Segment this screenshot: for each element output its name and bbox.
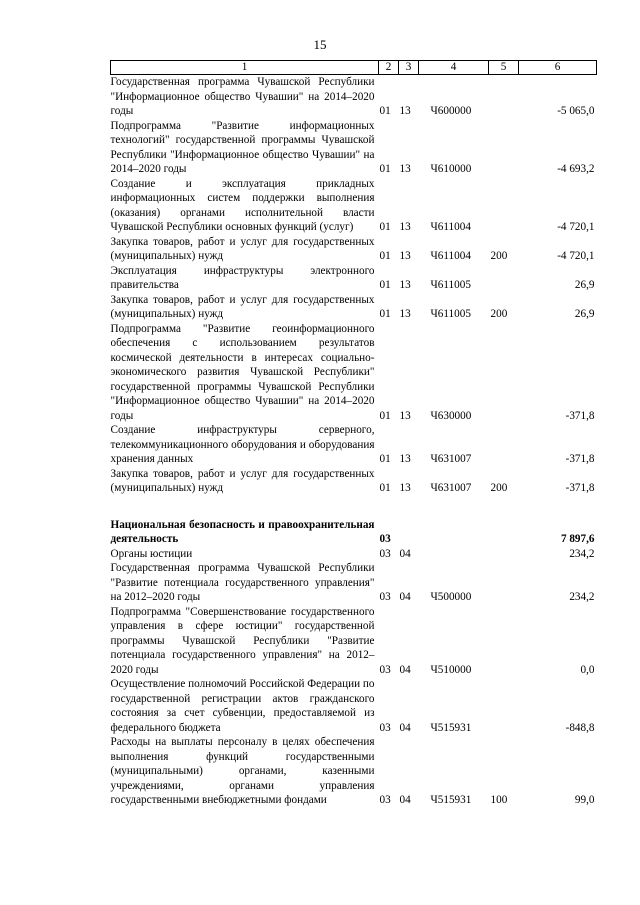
amount: -5 065,0 — [557, 105, 595, 117]
amount: -4 720,1 — [557, 250, 595, 262]
section-code: 01 — [379, 279, 391, 291]
expense-type-code: 200 — [490, 250, 508, 262]
amount: 234,2 — [569, 591, 595, 603]
amount: 0,0 — [580, 663, 595, 676]
item-name: Осуществление полномочий Российской Федерации по государственной регистрации актов гражданского состояния за счет субвенции, предоставляемой из федерального бюджета — [110, 678, 375, 734]
table-row — [111, 264, 597, 293]
amount: 99,0 — [574, 794, 595, 806]
target-article-code: Ч611004 — [430, 250, 471, 262]
section-code: 01 — [379, 163, 391, 175]
table-row — [111, 605, 597, 678]
target-article-code: Ч510000 — [430, 663, 472, 676]
header-col-6: 6 — [519, 61, 597, 75]
item-name: Создание и эксплуатация прикладных информационных систем поддержки выполнения (оказания) органами исполнительной власти Чувашской Республики основных функций (услуг) — [110, 177, 375, 233]
item-name: Расходы на выплаты персоналу в целях обеспечения выполнения функций государственными (муниципальными) органами, казенными учреждениями, органами управления государственными внебюджетными фондами — [110, 736, 375, 806]
subsection-code — [399, 518, 419, 547]
target-article-code — [419, 547, 489, 562]
table-row — [111, 293, 597, 322]
header-col-4: 4 — [419, 61, 489, 75]
subsection-code: 13 — [399, 482, 411, 494]
section-code: 01 — [379, 409, 391, 422]
item-name: Подпрограмма "Совершенствование государственного управления в сфере юстиции" государственной программы Чувашской Республики "Развитие потенциала государственного управления" на 2012–2020 годы — [110, 605, 375, 676]
table-row — [111, 235, 597, 264]
table-body — [111, 75, 597, 808]
expense-type-code — [489, 177, 519, 235]
subsection-code: 04 — [399, 591, 411, 603]
table-row — [111, 518, 597, 547]
amount: -848,8 — [565, 721, 595, 734]
table-row — [111, 322, 597, 424]
section-code: 01 — [379, 221, 391, 233]
amount: -371,8 — [565, 482, 595, 494]
amount: 234,2 — [569, 547, 595, 560]
amount: -4 693,2 — [557, 163, 595, 175]
amount: -371,8 — [565, 453, 595, 465]
target-article-code: Ч515931 — [430, 794, 472, 806]
expense-type-code — [489, 547, 519, 562]
item-name: Подпрограмма "Развитие геоинформационного обеспечения с использованием результатов космической деятельности в интересах социально-экономического развития Чувашской Республики" государственной программы Чувашской Республики "Информационное общество Чувашии" на 2014–2020 годы — [110, 322, 375, 422]
item-name: Эксплуатация инфраструктуры электронного правительства — [110, 264, 375, 291]
item-name: Закупка товаров, работ и услуг для государственных (муниципальных) нужд — [110, 235, 375, 262]
target-article-code: Ч611005 — [430, 308, 471, 320]
target-article-code — [419, 518, 489, 547]
table-row — [111, 561, 597, 605]
amount: 26,9 — [574, 308, 595, 320]
expense-type-code: 200 — [490, 308, 508, 320]
subsection-code: 04 — [399, 663, 411, 676]
item-name: Создание инфраструктуры серверного, телекоммуникационного оборудования и оборудования хранения данных — [110, 424, 375, 465]
section-code: 03 — [379, 533, 391, 545]
expense-type-code — [489, 423, 519, 467]
amount: 7 897,6 — [560, 533, 595, 545]
section-code: 03 — [379, 591, 391, 603]
page-number: 15 — [313, 37, 327, 52]
expense-type-code — [489, 561, 519, 605]
header-col-1: 1 — [111, 61, 379, 75]
section-code: 03 — [379, 721, 391, 734]
subsection-code: 04 — [399, 721, 411, 734]
section-code: 01 — [379, 453, 391, 465]
expense-type-code — [489, 75, 519, 119]
section-code: 01 — [379, 105, 391, 117]
expense-type-code: 100 — [490, 794, 508, 806]
table-header — [111, 61, 597, 75]
target-article-code: Ч610000 — [430, 163, 472, 175]
table-row — [111, 467, 597, 496]
item-name: Закупка товаров, работ и услуг для государственных (муниципальных) нужд — [110, 467, 375, 494]
amount: -371,8 — [565, 409, 595, 422]
table-row — [111, 735, 597, 808]
target-article-code: Ч600000 — [430, 105, 472, 117]
expense-type-code — [489, 677, 519, 735]
header-col-2: 2 — [379, 61, 399, 75]
section-code: 03 — [379, 547, 391, 560]
section-code: 01 — [379, 250, 391, 262]
subsection-code: 04 — [399, 547, 411, 560]
expense-type-code — [489, 605, 519, 678]
amount: 26,9 — [574, 279, 595, 291]
table-row — [111, 75, 597, 119]
expense-type-code — [489, 322, 519, 424]
table-row — [111, 177, 597, 235]
header-col-3: 3 — [399, 61, 419, 75]
target-article-code: Ч631007 — [430, 482, 472, 494]
subsection-code: 13 — [399, 163, 411, 175]
item-name: Государственная программа Чувашской Республики "Информационное общество Чувашии" на 2014–2020 годы — [110, 76, 375, 117]
table-row — [111, 547, 597, 562]
target-article-code: Ч611004 — [430, 221, 471, 233]
budget-table — [110, 60, 597, 808]
item-name: Органы юстиции — [110, 547, 193, 560]
subsection-code: 13 — [399, 250, 411, 262]
expense-type-code — [489, 119, 519, 177]
amount: -4 720,1 — [557, 221, 595, 233]
section-code: 03 — [379, 794, 391, 806]
target-article-code: Ч631007 — [430, 453, 472, 465]
subsection-code: 04 — [399, 794, 411, 806]
expense-type-code: 200 — [490, 482, 508, 494]
target-article-code: Ч630000 — [430, 409, 472, 422]
target-article-code: Ч611005 — [430, 279, 471, 291]
subsection-code: 13 — [399, 279, 411, 291]
item-name: Государственная программа Чувашской Республики "Развитие потенциала государственного управления" на 2012–2020 годы — [110, 562, 375, 603]
item-name: Подпрограмма "Развитие информационных технологий" государственной программы Чувашской Республики "Информационное общество Чувашии" на 2014–2020 годы — [110, 119, 375, 175]
subsection-code: 13 — [399, 105, 411, 117]
table-row — [111, 677, 597, 735]
spacer-cell — [111, 496, 597, 518]
expense-type-code — [489, 264, 519, 293]
item-name: Национальная безопасность и правоохранительная деятельность — [110, 518, 375, 545]
subsection-code: 13 — [399, 221, 411, 233]
table-row — [111, 423, 597, 467]
table-row — [111, 119, 597, 177]
section-code: 03 — [379, 663, 391, 676]
spacer-row — [111, 496, 597, 518]
expense-type-code — [489, 518, 519, 547]
section-code: 01 — [379, 308, 391, 320]
target-article-code: Ч515931 — [430, 721, 472, 734]
subsection-code: 13 — [399, 453, 411, 465]
header-col-5: 5 — [489, 61, 519, 75]
subsection-code: 13 — [399, 308, 411, 320]
section-code: 01 — [379, 482, 391, 494]
subsection-code: 13 — [399, 409, 411, 422]
item-name: Закупка товаров, работ и услуг для государственных (муниципальных) нужд — [110, 293, 375, 320]
target-article-code: Ч500000 — [430, 591, 472, 603]
